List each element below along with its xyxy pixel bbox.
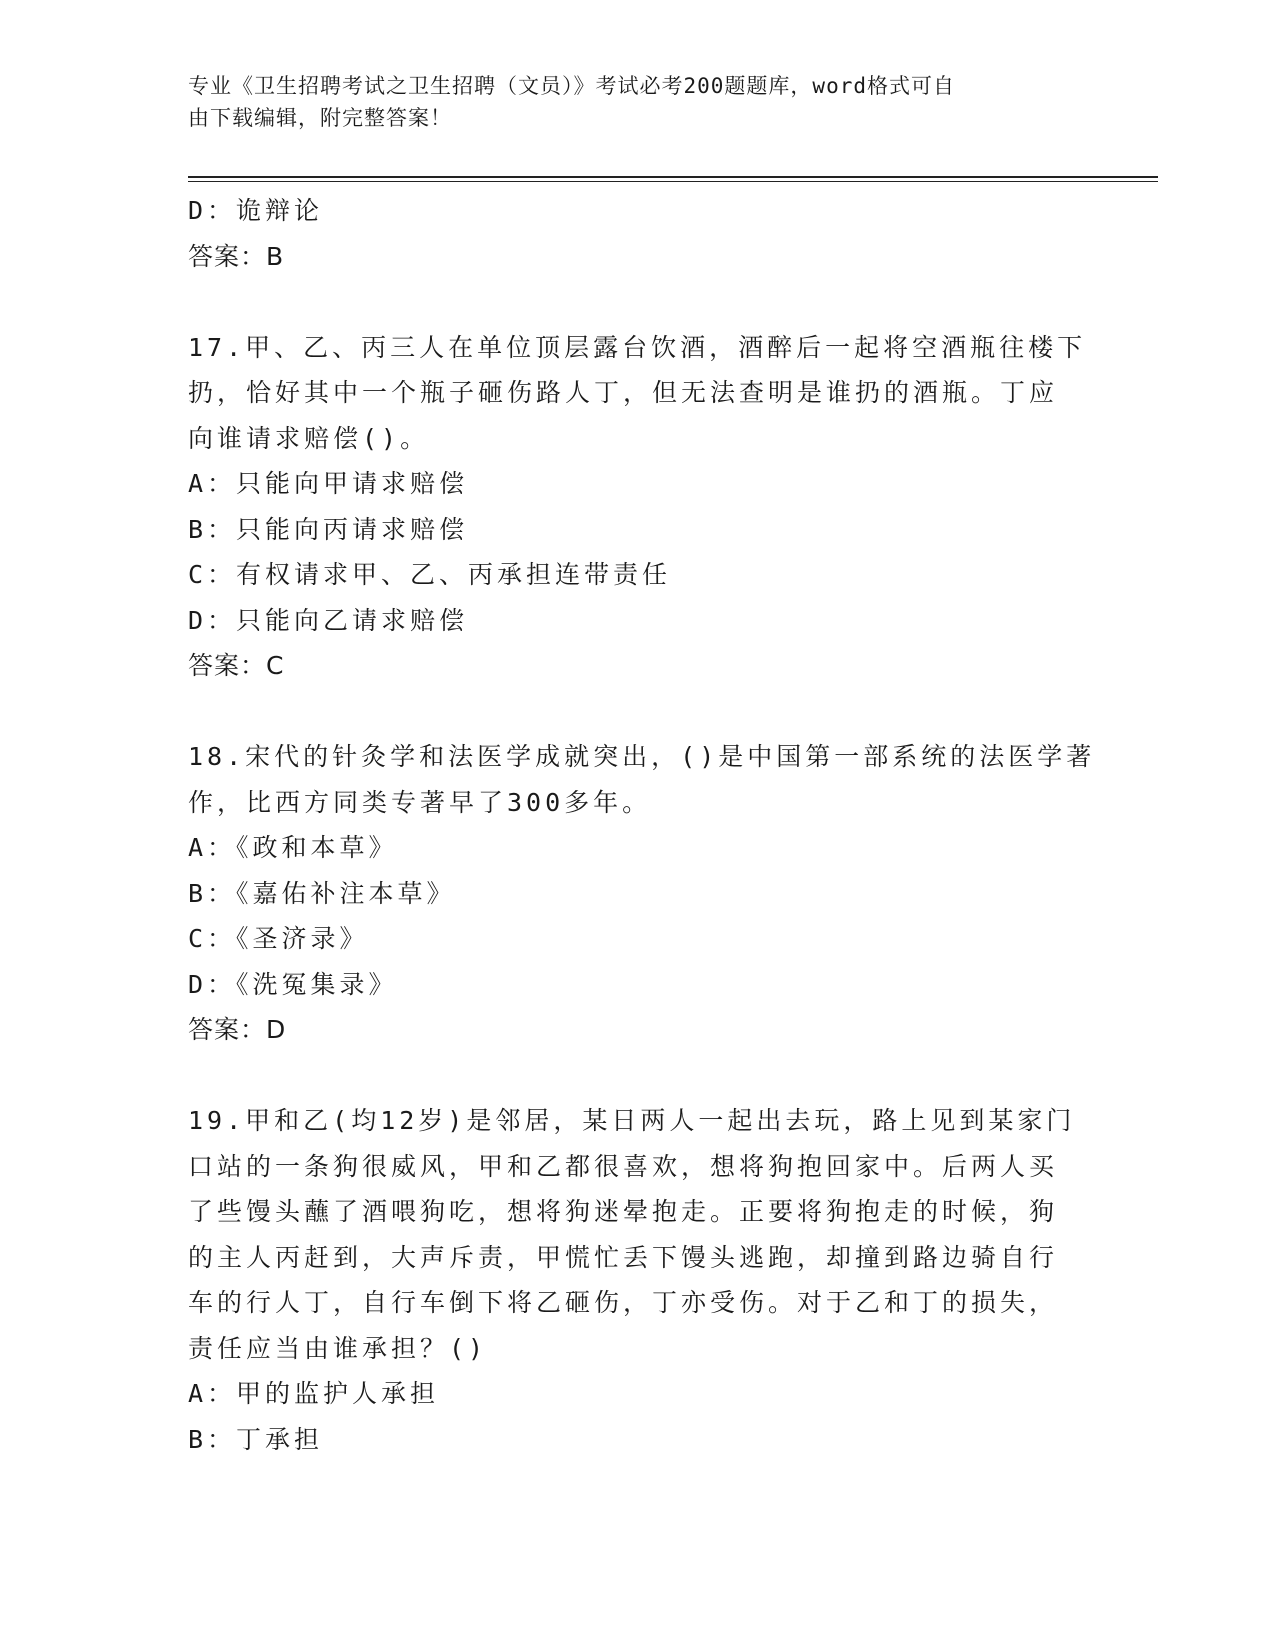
question-stem-line: 责任应当由谁承担？(): [188, 1333, 488, 1363]
header-divider-thin: [188, 181, 1158, 182]
answer-line: 答案：B: [188, 241, 285, 271]
option-a: A：只能向甲请求赔偿: [188, 469, 469, 498]
question-stem-line: 向谁请求赔偿()。: [188, 423, 430, 453]
previous-question-tail: [188, 188, 1088, 279]
spacer: [188, 279, 1088, 325]
question-stem-line: 17.甲、乙、丙三人在单位顶层露台饮酒，酒醉后一起将空酒瓶往楼下: [188, 332, 1087, 362]
option-a: A：甲的监护人承担: [188, 1379, 440, 1408]
question-19: [188, 1098, 1088, 1462]
option-c: C：有权请求甲、乙、丙承担连带责任: [188, 560, 672, 589]
question-stem-line: 18.宋代的针灸学和法医学成就突出，()是中国第一部系统的法医学著: [188, 742, 1096, 771]
option-b: B：丁承担: [188, 1424, 324, 1454]
header-divider-thick: [188, 176, 1158, 178]
spacer: [188, 689, 1088, 735]
question-stem-line: 扔，恰好其中一个瓶子砸伤路人丁，但无法查明是谁扔的酒瓶。丁应: [188, 378, 1059, 407]
question-stem-line: 口站的一条狗很威风，甲和乙都很喜欢，想将狗抱回家中。后两人买: [188, 1151, 1059, 1181]
document-header: [188, 70, 1068, 134]
answer-line: 答案：C: [188, 651, 285, 680]
option-d: D：《洗冤集录》: [188, 969, 398, 999]
header-line-1: 专业《卫生招聘考试之卫生招聘（文员）》考试必考200题题库，word格式可自: [188, 74, 955, 98]
answer-line: 答案：D: [188, 1015, 287, 1044]
question-stem-line: 的主人丙赶到，大声斥责，甲慌忙丢下馒头逃跑，却撞到路边骑自行: [188, 1242, 1059, 1272]
option-c: C：《圣济录》: [188, 924, 369, 953]
spacer: [188, 1053, 1088, 1099]
question-17: [188, 325, 1088, 689]
option-a: A：《政和本草》: [188, 833, 398, 862]
header-line-2: 由下载编辑，附完整答案！: [188, 106, 452, 130]
question-stem-line: 作，比西方同类专著早了300多年。: [188, 787, 652, 817]
question-stem-line: 了些馒头蘸了酒喂狗吃，想将狗迷晕抱走。正要将狗抱走的时候，狗: [188, 1197, 1059, 1226]
question-18: [188, 734, 1096, 1053]
option-b: B：《嘉佑补注本草》: [188, 878, 456, 908]
option-b: B：只能向丙请求赔偿: [188, 514, 469, 544]
option-d: D：诡辩论: [188, 196, 324, 225]
question-stem-line: 车的行人丁，自行车倒下将乙砸伤，丁亦受伤。对于乙和丁的损失，: [188, 1288, 1059, 1317]
option-d: D：只能向乙请求赔偿: [188, 605, 469, 635]
question-stem-line: 19.甲和乙(均12岁)是邻居，某日两人一起出去玩，路上见到某家门: [188, 1106, 1076, 1135]
document-body: [188, 188, 1096, 1462]
